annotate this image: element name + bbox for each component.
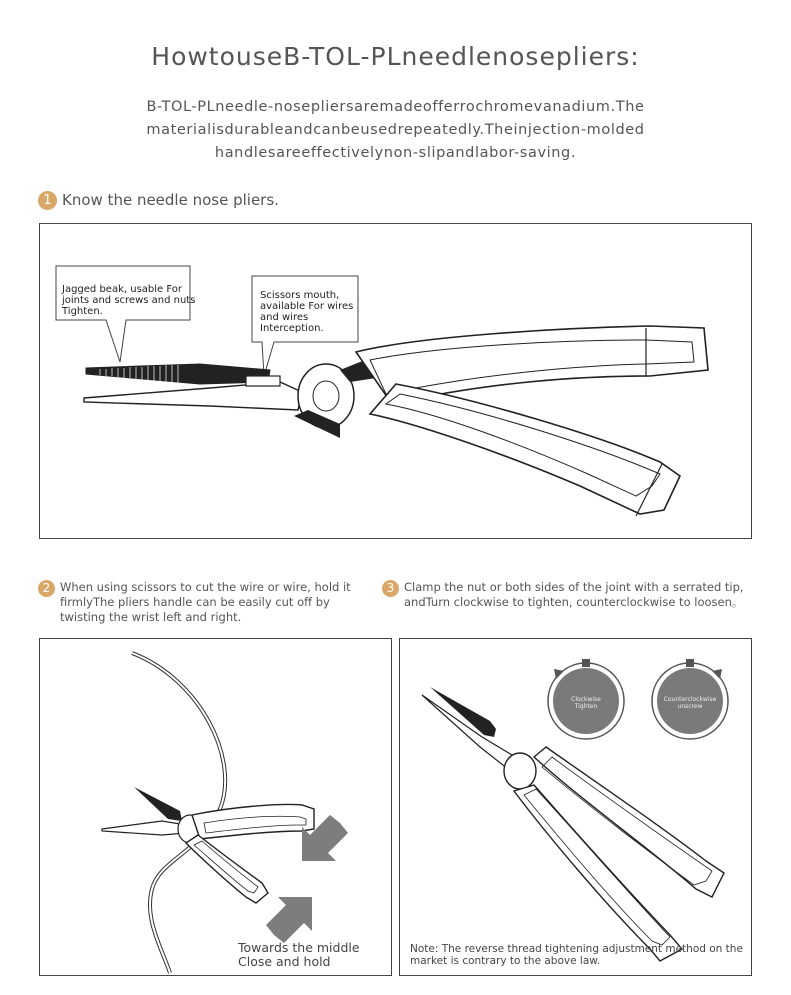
intro-line-1: B-TOL-PLneedle-nosepliersaremadeofferrochromevanadium.The [146, 99, 645, 115]
squeeze-arrow-up [266, 897, 312, 943]
intro-paragraph [70, 96, 721, 165]
step-1-title: Know the needle nose pliers. [62, 191, 279, 209]
pliers-rotate-diagram [400, 639, 753, 977]
clockwise-label-line-2: Tighten [574, 703, 598, 710]
pliers-cut-wire-diagram [40, 639, 393, 977]
step-2-caption-line-2: Close and hold [238, 954, 331, 969]
step-1-heading [38, 191, 279, 210]
step-1-panel [39, 223, 752, 539]
step-2-heading [38, 580, 378, 625]
counterclockwise-label-line-1: Counterclockwise [663, 696, 717, 703]
clockwise-label [565, 696, 607, 710]
scissors-mouth [246, 376, 280, 386]
intro-line-2: materialisdurableandcanbeusedrepeatedly.Theinjection-molded [146, 122, 645, 138]
handle-left-diag [514, 785, 682, 961]
callout-beak-text: Jagged beak, usable For joints and screws and nuts Tighten. [62, 284, 196, 317]
callout-scissors-text: Scissors mouth, available For wires and wires Interception. [260, 290, 354, 334]
pliers-diagram-large [40, 224, 753, 540]
step-3-badge: 3 [382, 580, 399, 597]
clockwise-label-line-1: Clockwise [571, 696, 601, 703]
step-2-caption-line-1: Towards the middle [238, 940, 360, 955]
step-2-text: When using scissors to cut the wire or wire, hold it firmlyThe pliers handle can be easily cut off by twisting the wrist left and right. [60, 580, 351, 624]
step-3-heading [382, 580, 762, 610]
step-1-badge: 1 [38, 191, 57, 210]
step-3-note: Note: The reverse thread tightening adjustment method on the market is contrary to the above law. [410, 943, 743, 967]
step-3-text: Clamp the nut or both sides of the joint with a serrated tip, andTurn clockwise to tighten, counterclockwise to loosen。 [404, 580, 744, 609]
intro-line-3: handlesareeffectivelynon-slipandlabor-saving. [214, 145, 577, 161]
handle-lower-small [186, 835, 268, 903]
step-3-panel [399, 638, 752, 976]
step-2-caption [238, 941, 388, 969]
counterclockwise-label [662, 696, 718, 710]
counterclockwise-label-line-2: unscrew [677, 703, 703, 710]
step-2-panel [39, 638, 392, 976]
step-2-badge: 2 [38, 580, 55, 597]
page-title: HowtouseB-TOL-PLneedlenosepliers: [151, 42, 640, 71]
